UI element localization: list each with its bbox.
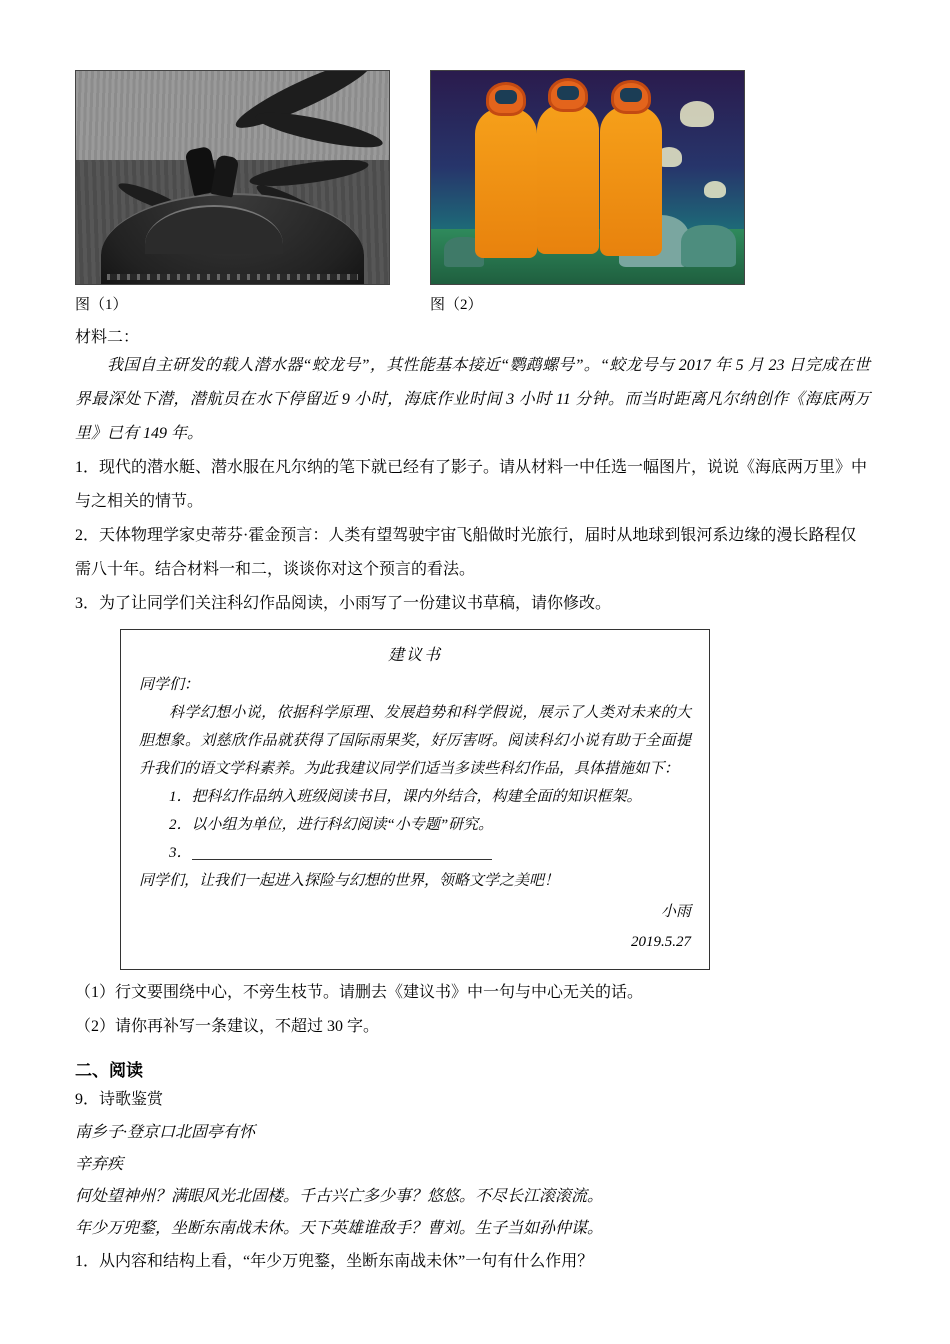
poem-line-1: 何处望神州？满眼风光北固楼。千古兴亡多少事？悠悠。不尽长江滚滚流。 [75,1188,604,1205]
figure-1-caption: 图（1） [75,297,128,313]
figure-2-caption: 图（2） [430,297,483,313]
section-item: 9．诗歌鉴赏 [75,1091,164,1108]
proposal-item-3 [139,839,691,867]
proposal-item-3-label: 3． [169,845,192,861]
proposal-paragraph: 科学幻想小说，依据科学原理、发展趋势和科学假说，展示了人类对未来的大胆想象。刘慈欣作品就获得了国际雨果奖，好厉害呀。阅读科幻小说有助于全面提升我们的语文学科素养。为此我建议同学们适当多读些科幻作品，具体措施如下： [139,705,691,777]
proposal-item-1: 1．把科幻作品纳入班级阅读书目，课内外结合，构建全面的知识框架。 [169,789,642,805]
fig2-diver [475,108,537,258]
proposal-date: 2019.5.27 [631,934,691,950]
figure-1-image [75,70,390,285]
proposal-blank-line [192,845,492,860]
poem-author: 辛弃疾 [75,1156,124,1173]
figure-2-block [430,70,745,314]
question-1: 1．现代的潜水艇、潜水服在凡尔纳的笔下就已经有了影子。请从材料一中任选一幅图片，说说《海底两万里》中与之相关的情节。 [75,459,868,510]
fig2-rock [681,225,736,267]
proposal-item-2: 2．以小组为单位，进行科幻阅读“小专题”研究。 [169,817,494,833]
fig2-diver [537,104,599,254]
material-label: 材料二： [75,329,140,346]
poem-line-2: 年少万兜鍪，坐断东南战未休。天下英雄谁敌手？曹刘。生子当如孙仲谋。 [75,1220,604,1237]
figure-2-image [430,70,745,285]
material-paragraph: 我国自主研发的载人潜水器“蛟龙号”，其性能基本接近“鹦鹉螺号”。“蛟龙号与 2017 年 5 月 23 日完成在世界最深处下潜，潜航员在水下停留近 9 小时，海底作业时间 3 小时 11 分钟。而当时距离凡尔纳创作《海底两万里》已有 149 年。 [75,357,870,442]
figure-1-block [75,70,390,314]
proposal-title: 建议书 [387,647,442,664]
fig1-rivets [107,274,357,280]
proposal-closing: 同学们，让我们一起进入探险与幻想的世界，领略文学之美吧！ [139,873,560,889]
proposal-signer: 小雨 [660,904,691,920]
fig2-diver [600,106,662,256]
subquestion-2: （2）请你再补写一条建议，不超过 30 字。 [75,1018,380,1035]
poem-question: 1．从内容和结构上看，“年少万兜鍪，坐断东南战未休”一句有什么作用？ [75,1253,594,1270]
figure-row [75,70,870,314]
question-2: 2．天体物理学家史蒂芬·霍金预言：人类有望驾驶宇宙飞船做时光旅行，届时从地球到银河系边缘的漫长路程仅需八十年。结合材料一和二，谈谈你对这个预言的看法。 [75,527,857,578]
poem-title: 南乡子·登京口北固亭有怀 [75,1124,256,1141]
proposal-box [120,629,710,970]
section-title: 二、阅读 [75,1061,143,1080]
fig2-jellyfish [680,101,714,127]
proposal-salutation: 同学们： [139,677,200,693]
question-3: 3．为了让同学们关注科幻作品阅读，小雨写了一份建议书草稿，请你修改。 [75,595,612,612]
subquestion-1: （1）行文要围绕中心，不旁生枝节。请删去《建议书》中一句与中心无关的话。 [75,984,644,1001]
fig2-jellyfish [704,181,726,198]
